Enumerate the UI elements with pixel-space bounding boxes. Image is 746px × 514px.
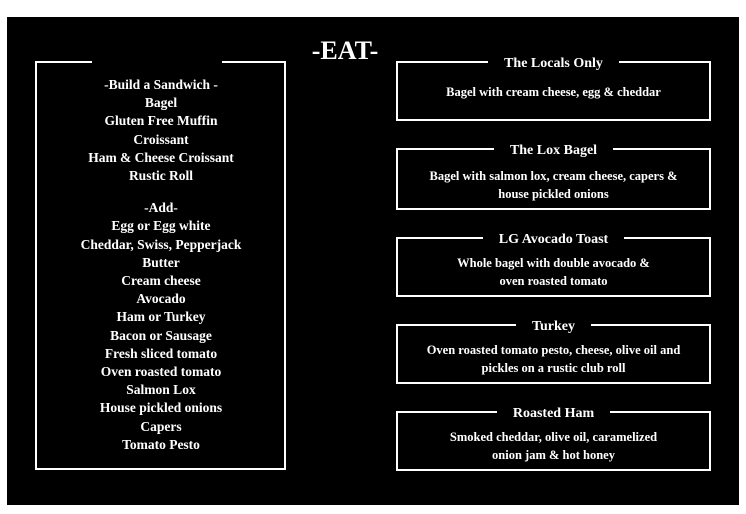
card-description-line: Bagel with cream cheese, egg & cheddar [446,85,661,99]
card-description-line: house pickled onions [498,186,609,201]
card-description-line: Bagel with salmon lox, cream cheese, capers & [429,169,678,183]
panel-border-gap [92,55,222,67]
menu-card-avocado-toast [396,232,711,297]
card-title: The Locals Only [488,56,619,71]
card-description [398,168,709,203]
add-item: Cream cheese [121,273,201,289]
card-description-line: Smoked cheddar, olive oil, caramelized [449,430,658,444]
card-description-line: Oven roasted tomato pesto, cheese, olive oil and [426,343,681,357]
build-item: Croissant [133,131,189,147]
list-spacer [37,185,285,199]
add-item: Cheddar, Swiss, Pepperjack [80,236,242,252]
add-item: Oven roasted tomato [100,364,222,380]
add-item: House pickled onions [99,400,223,416]
build-heading: -Build a Sandwich - [104,77,218,92]
card-description [398,84,709,102]
card-title: The Lox Bagel [494,143,613,158]
add-item: Bacon or Sausage [110,327,212,343]
card-title: Roasted Ham [497,406,610,421]
menu-card-locals-only [396,56,711,121]
menu-card-lox-bagel [396,143,711,210]
add-item: Capers [140,418,182,434]
menu-card-turkey [396,319,711,384]
add-item: Ham or Turkey [116,309,206,325]
add-item: Salmon Lox [126,382,196,398]
add-heading: -Add- [144,200,178,216]
add-item: Butter [142,254,180,270]
card-description-line: pickles on a rustic club roll [481,360,626,375]
menu-card-roasted-ham [396,406,711,471]
menu-title: -EAT- [311,36,379,65]
build-item: Rustic Roll [128,168,194,184]
card-title: Turkey [516,319,591,334]
build-item: Ham & Cheese Croissant [88,149,234,165]
add-item: Tomato Pesto [122,436,200,452]
add-item: Avocado [136,291,186,307]
add-item: Egg or Egg white [111,218,211,234]
card-description-line: oven roasted tomato [499,273,608,288]
build-sandwich-list [37,76,285,454]
card-description-line: Whole bagel with double avocado & [457,256,650,270]
card-description-line: onion jam & hot honey [492,447,615,462]
build-item: Bagel [144,95,178,111]
card-description [398,255,709,290]
card-title: LG Avocado Toast [483,232,624,247]
card-description [398,342,709,377]
build-item: Gluten Free Muffin [104,113,218,129]
add-item: Fresh sliced tomato [104,345,218,361]
card-description [398,429,709,464]
